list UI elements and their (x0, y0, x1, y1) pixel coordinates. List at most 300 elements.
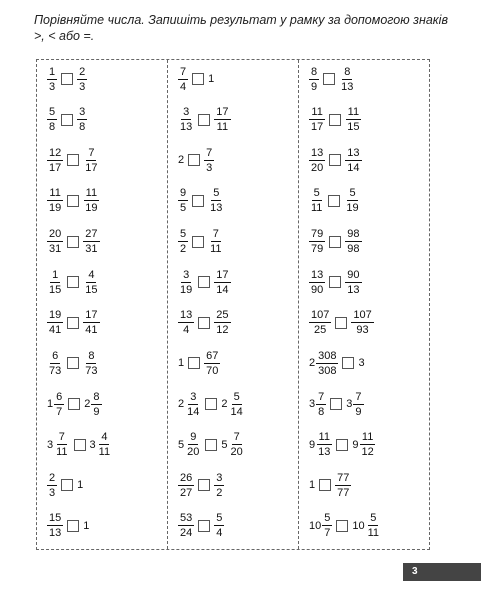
denominator: 31 (85, 243, 98, 255)
numerator: 17 (85, 309, 98, 322)
right-operand-mixed-number (221, 431, 244, 458)
left-operand-mixed-number (178, 431, 201, 458)
numerator: 7 (355, 390, 362, 403)
answer-box[interactable] (328, 195, 340, 207)
answer-box[interactable] (336, 520, 348, 532)
denominator: 41 (85, 324, 98, 337)
right-operand-fraction (204, 350, 220, 377)
denominator: 27 (180, 486, 193, 499)
numerator: 7 (88, 146, 95, 159)
numerator: 25 (216, 309, 229, 322)
left-operand-fraction (309, 147, 325, 174)
left-operand-fraction (309, 66, 319, 93)
left-operand-fraction (47, 106, 57, 133)
right-operand-fraction (77, 106, 87, 133)
numerator: 27 (85, 228, 98, 240)
whole-part: 3 (89, 438, 96, 451)
numerator: 4 (88, 268, 95, 281)
numerator: 107 (353, 309, 372, 322)
right-operand-fraction (83, 147, 99, 174)
comparison-item (309, 309, 429, 337)
numerator: 3 (190, 390, 197, 403)
right-operand-fraction (208, 187, 224, 214)
right-operand-mixed-number (90, 431, 113, 458)
right-operand-fraction (345, 106, 361, 133)
denominator: 79 (311, 243, 324, 255)
whole-part: 2 (84, 398, 91, 410)
numerator: 7 (206, 146, 213, 159)
answer-box[interactable] (68, 398, 80, 410)
numerator: 26 (180, 471, 193, 484)
numerator: 11 (85, 187, 98, 200)
numerator: 4 (101, 431, 108, 444)
numerator: 17 (216, 106, 229, 119)
denominator: 4 (216, 527, 223, 540)
numerator: 8 (311, 65, 318, 78)
denominator: 17 (85, 161, 98, 174)
comparison-item (47, 512, 167, 540)
right-operand-fraction (360, 431, 376, 458)
denominator: 20 (230, 446, 243, 459)
answer-box[interactable] (329, 114, 341, 126)
numerator: 7 (233, 431, 240, 444)
left-operand-fraction (316, 350, 338, 377)
numerator: 67 (206, 349, 219, 362)
exercise-grid (36, 59, 430, 550)
numerator: 308 (318, 349, 337, 362)
left-operand-fraction (47, 472, 57, 499)
denominator: 2 (216, 486, 223, 499)
denominator: 7 (324, 527, 331, 540)
denominator: 20 (187, 446, 200, 459)
comparison-item (309, 268, 429, 296)
denominator: 19 (85, 202, 98, 215)
comparison-item (309, 146, 429, 174)
numerator: 11 (49, 187, 61, 200)
comparison-item (178, 512, 298, 540)
answer-box[interactable] (188, 357, 200, 369)
left-operand-fraction (309, 309, 331, 336)
denominator: 11 (311, 202, 323, 215)
denominator: 11 (216, 121, 229, 134)
denominator: 3 (79, 80, 86, 93)
left-operand-fraction (178, 269, 194, 296)
denominator: 93 (356, 324, 369, 337)
whole-part: 9 (309, 438, 316, 451)
right-operand-fraction (204, 147, 214, 174)
answer-box[interactable] (188, 154, 200, 166)
numerator: 3 (79, 106, 86, 119)
numerator: 11 (311, 106, 323, 119)
denominator: 5 (180, 202, 187, 215)
left-operand-fraction (316, 431, 332, 458)
comparison-item (178, 65, 298, 93)
denominator: 41 (49, 324, 62, 337)
comparison-item (47, 390, 167, 418)
answer-box[interactable] (329, 236, 341, 248)
left-operand-fraction (47, 512, 63, 539)
denominator: 9 (93, 405, 100, 418)
denominator: 73 (49, 364, 62, 377)
denominator: 70 (206, 364, 219, 377)
numerator: 5 (324, 512, 331, 525)
right-operand-mixed-number (84, 391, 101, 418)
answer-box[interactable] (198, 520, 210, 532)
whole-part: 10 (309, 519, 322, 532)
left-operand-fraction (178, 66, 188, 93)
right-operand-fraction (345, 228, 361, 255)
answer-box[interactable] (319, 479, 331, 491)
left-operand-fraction (178, 309, 194, 336)
denominator: 13 (318, 446, 331, 459)
answer-box[interactable] (67, 276, 79, 288)
comparison-item (178, 268, 298, 296)
answer-box[interactable] (67, 236, 79, 248)
numerator: 107 (311, 309, 330, 322)
right-operand-fraction (214, 269, 230, 296)
comparison-item (47, 268, 167, 296)
numerator: 19 (49, 309, 62, 322)
numerator: 13 (347, 146, 360, 159)
right-operand-fraction (345, 269, 361, 296)
denominator: 13 (347, 283, 360, 296)
answer-box[interactable] (67, 520, 79, 532)
comparison-item (178, 471, 298, 499)
left-operand-fraction (54, 391, 64, 418)
answer-box[interactable] (61, 114, 73, 126)
comparison-item (47, 471, 167, 499)
whole-part: 2 (309, 357, 316, 370)
left-operand-fraction (47, 350, 63, 377)
left-operand-fraction (47, 187, 63, 214)
numerator: 11 (361, 431, 374, 444)
left-operand-fraction (47, 66, 57, 93)
denominator: 14 (347, 161, 360, 174)
numerator: 9 (180, 187, 187, 200)
denominator: 3 (206, 161, 213, 174)
whole-part: 9 (352, 438, 359, 451)
left-operand-fraction (178, 106, 194, 133)
comparison-item (309, 228, 429, 256)
numerator: 6 (52, 349, 59, 362)
whole-part: 3 (309, 398, 316, 410)
comparison-item (309, 65, 429, 93)
denominator: 9 (355, 405, 362, 418)
right-operand-number: 1 (77, 479, 84, 492)
right-operand-fraction (214, 106, 230, 133)
right-operand-fraction (339, 66, 355, 93)
numerator: 11 (318, 431, 330, 444)
whole-part: 5 (178, 438, 185, 451)
numerator: 5 (213, 187, 220, 200)
numerator: 1 (49, 65, 56, 78)
right-operand-fraction (351, 309, 373, 336)
numerator: 79 (311, 228, 324, 240)
numerator: 6 (56, 390, 63, 403)
numerator: 12 (49, 146, 62, 159)
answer-box[interactable] (205, 439, 217, 451)
comparison-item (309, 106, 429, 134)
denominator: 8 (49, 121, 56, 134)
denominator: 3 (49, 486, 56, 499)
answer-box[interactable] (323, 73, 335, 85)
answer-box[interactable] (336, 439, 348, 451)
exercise-column (37, 60, 167, 549)
numerator: 7 (318, 390, 325, 403)
whole-part: 3 (47, 438, 54, 451)
denominator: 13 (341, 80, 354, 93)
numerator: 2 (79, 65, 86, 78)
comparison-item (178, 106, 298, 134)
numerator: 5 (180, 228, 187, 240)
comparison-item (47, 228, 167, 256)
right-operand-fraction (353, 391, 363, 418)
exercise-column (298, 60, 429, 549)
answer-box[interactable] (198, 317, 210, 329)
answer-box[interactable] (67, 154, 79, 166)
answer-box[interactable] (330, 398, 342, 410)
numerator: 98 (347, 228, 360, 240)
comparison-item (47, 309, 167, 337)
comparison-item (178, 228, 298, 256)
left-operand-fraction (54, 431, 69, 458)
denominator: 31 (49, 243, 62, 255)
left-operand-fraction (309, 228, 325, 255)
comparison-item (47, 65, 167, 93)
numerator: 11 (347, 106, 360, 119)
comparison-item (47, 146, 167, 174)
comparison-item (47, 106, 167, 134)
comparison-item (47, 349, 167, 377)
answer-box[interactable] (335, 317, 347, 329)
right-operand-fraction (345, 147, 361, 174)
left-operand-fraction (47, 269, 63, 296)
whole-part: 2 (221, 398, 228, 410)
whole-part: 5 (221, 438, 228, 451)
comparison-item (47, 187, 167, 215)
right-operand-fraction (335, 472, 351, 499)
answer-box[interactable] (192, 195, 204, 207)
denominator: 11 (210, 243, 222, 255)
right-operand-number: 3 (358, 357, 365, 370)
answer-box[interactable] (192, 236, 204, 248)
denominator: 13 (49, 527, 62, 540)
denominator: 13 (180, 121, 193, 134)
numerator: 17 (216, 268, 229, 281)
right-operand-fraction (83, 309, 99, 336)
right-operand-fraction (97, 431, 112, 458)
denominator: 14 (230, 405, 243, 418)
right-operand-fraction (344, 187, 360, 214)
numerator: 90 (347, 268, 360, 281)
answer-box[interactable] (342, 357, 354, 369)
numerator: 3 (216, 471, 223, 484)
comparison-item (178, 309, 298, 337)
numerator: 20 (49, 228, 62, 240)
denominator: 20 (311, 161, 324, 174)
whole-part: 3 (346, 398, 353, 410)
numerator: 13 (311, 268, 324, 281)
denominator: 19 (180, 283, 193, 296)
left-operand-fraction (316, 391, 326, 418)
comparison-item (178, 431, 298, 459)
left-operand-mixed-number (309, 431, 332, 458)
numerator: 5 (233, 390, 240, 403)
right-operand-fraction (91, 391, 101, 418)
numerator: 7 (58, 431, 65, 444)
right-operand-fraction (214, 512, 224, 539)
numerator: 1 (52, 268, 59, 281)
left-operand-fraction (47, 147, 63, 174)
left-operand-number: 2 (178, 154, 185, 167)
answer-box[interactable] (67, 357, 79, 369)
right-operand-mixed-number (346, 391, 363, 418)
comparison-item (309, 512, 429, 540)
comparison-item (47, 431, 167, 459)
comparison-item (309, 187, 429, 215)
numerator: 5 (49, 106, 56, 119)
answer-box[interactable] (205, 398, 217, 410)
comparison-item (178, 349, 298, 377)
left-operand-mixed-number (309, 350, 338, 377)
comparison-item (178, 187, 298, 215)
answer-box[interactable] (198, 114, 210, 126)
left-operand-number: 1 (309, 479, 316, 492)
denominator: 15 (49, 283, 62, 296)
comparison-item (309, 471, 429, 499)
left-operand-mixed-number (309, 512, 332, 539)
numerator: 15 (49, 512, 62, 525)
comparison-item (178, 390, 298, 418)
numerator: 8 (88, 349, 95, 362)
numerator: 13 (311, 146, 324, 159)
right-operand-fraction (208, 228, 223, 255)
right-operand-fraction (214, 472, 224, 499)
left-operand-mixed-number (309, 391, 326, 418)
numerator: 9 (190, 431, 197, 444)
denominator: 11 (367, 527, 380, 540)
whole-part: 1 (47, 398, 54, 410)
left-operand-fraction (322, 512, 332, 539)
answer-box[interactable] (192, 73, 204, 85)
denominator: 90 (311, 283, 324, 296)
numerator: 3 (183, 106, 190, 119)
whole-part: 10 (352, 519, 365, 532)
denominator: 308 (318, 364, 337, 377)
denominator: 2 (180, 243, 187, 255)
numerator: 5 (370, 512, 377, 525)
answer-box[interactable] (67, 195, 79, 207)
denominator: 7 (56, 405, 63, 418)
left-operand-fraction (185, 431, 201, 458)
right-operand-mixed-number (352, 512, 381, 539)
denominator: 12 (361, 446, 374, 459)
denominator: 15 (85, 283, 98, 296)
whole-part: 2 (178, 398, 185, 410)
denominator: 77 (337, 486, 350, 499)
left-operand-fraction (47, 228, 63, 255)
right-operand-fraction (83, 228, 99, 255)
numerator: 5 (216, 512, 223, 525)
denominator: 98 (347, 243, 360, 255)
denominator: 19 (49, 202, 62, 215)
denominator: 13 (210, 202, 223, 215)
numerator: 2 (49, 471, 56, 484)
denominator: 8 (318, 405, 325, 418)
right-operand-fraction (83, 187, 99, 214)
comparison-item (309, 390, 429, 418)
denominator: 24 (180, 527, 193, 540)
numerator: 77 (337, 471, 350, 484)
denominator: 15 (347, 121, 360, 134)
right-operand-fraction (229, 391, 245, 418)
exercise-column (167, 60, 298, 549)
left-operand-fraction (309, 106, 325, 133)
comparison-item (309, 349, 429, 377)
right-operand-fraction (214, 309, 230, 336)
answer-box[interactable] (198, 276, 210, 288)
numerator: 5 (349, 187, 356, 200)
left-operand-fraction (178, 472, 194, 499)
denominator: 17 (311, 121, 324, 134)
denominator: 3 (49, 80, 56, 93)
denominator: 12 (216, 324, 229, 337)
answer-box[interactable] (61, 479, 73, 491)
answer-box[interactable] (74, 439, 86, 451)
numerator: 53 (180, 512, 193, 525)
numerator: 8 (344, 65, 351, 78)
answer-box[interactable] (329, 276, 341, 288)
denominator: 19 (346, 202, 359, 215)
right-operand-number: 1 (83, 519, 90, 532)
left-operand-fraction (178, 228, 188, 255)
denominator: 17 (49, 161, 62, 174)
denominator: 4 (183, 324, 190, 337)
denominator: 11 (98, 446, 111, 459)
denominator: 14 (187, 405, 200, 418)
numerator: 7 (180, 65, 187, 78)
left-operand-mixed-number (47, 391, 64, 418)
right-operand-fraction (83, 350, 99, 377)
denominator: 73 (85, 364, 98, 377)
denominator: 14 (216, 283, 229, 296)
numerator: 13 (180, 309, 193, 322)
answer-box[interactable] (329, 154, 341, 166)
numerator: 7 (212, 228, 219, 240)
numerator: 3 (183, 268, 190, 281)
denominator: 25 (314, 324, 327, 337)
left-operand-fraction (178, 512, 194, 539)
denominator: 8 (79, 121, 86, 134)
left-operand-fraction (178, 187, 188, 214)
left-operand-mixed-number (47, 431, 70, 458)
denominator: 4 (180, 80, 187, 93)
left-operand-number: 1 (178, 357, 185, 370)
instruction-text: Порівняйте числа. Запишіть результат у рамку за допомогою знаків >, < або =. (34, 13, 448, 43)
page-number: 3 (412, 566, 418, 577)
left-operand-fraction (309, 269, 325, 296)
answer-box[interactable] (61, 73, 73, 85)
answer-box[interactable] (67, 317, 79, 329)
right-operand-number: 1 (208, 73, 215, 85)
left-operand-mixed-number (178, 391, 201, 418)
answer-box[interactable] (198, 479, 210, 491)
denominator: 11 (56, 446, 68, 459)
right-operand-fraction (366, 512, 381, 539)
right-operand-mixed-number (221, 391, 244, 418)
numerator: 8 (93, 390, 100, 403)
comparison-item (178, 146, 298, 174)
